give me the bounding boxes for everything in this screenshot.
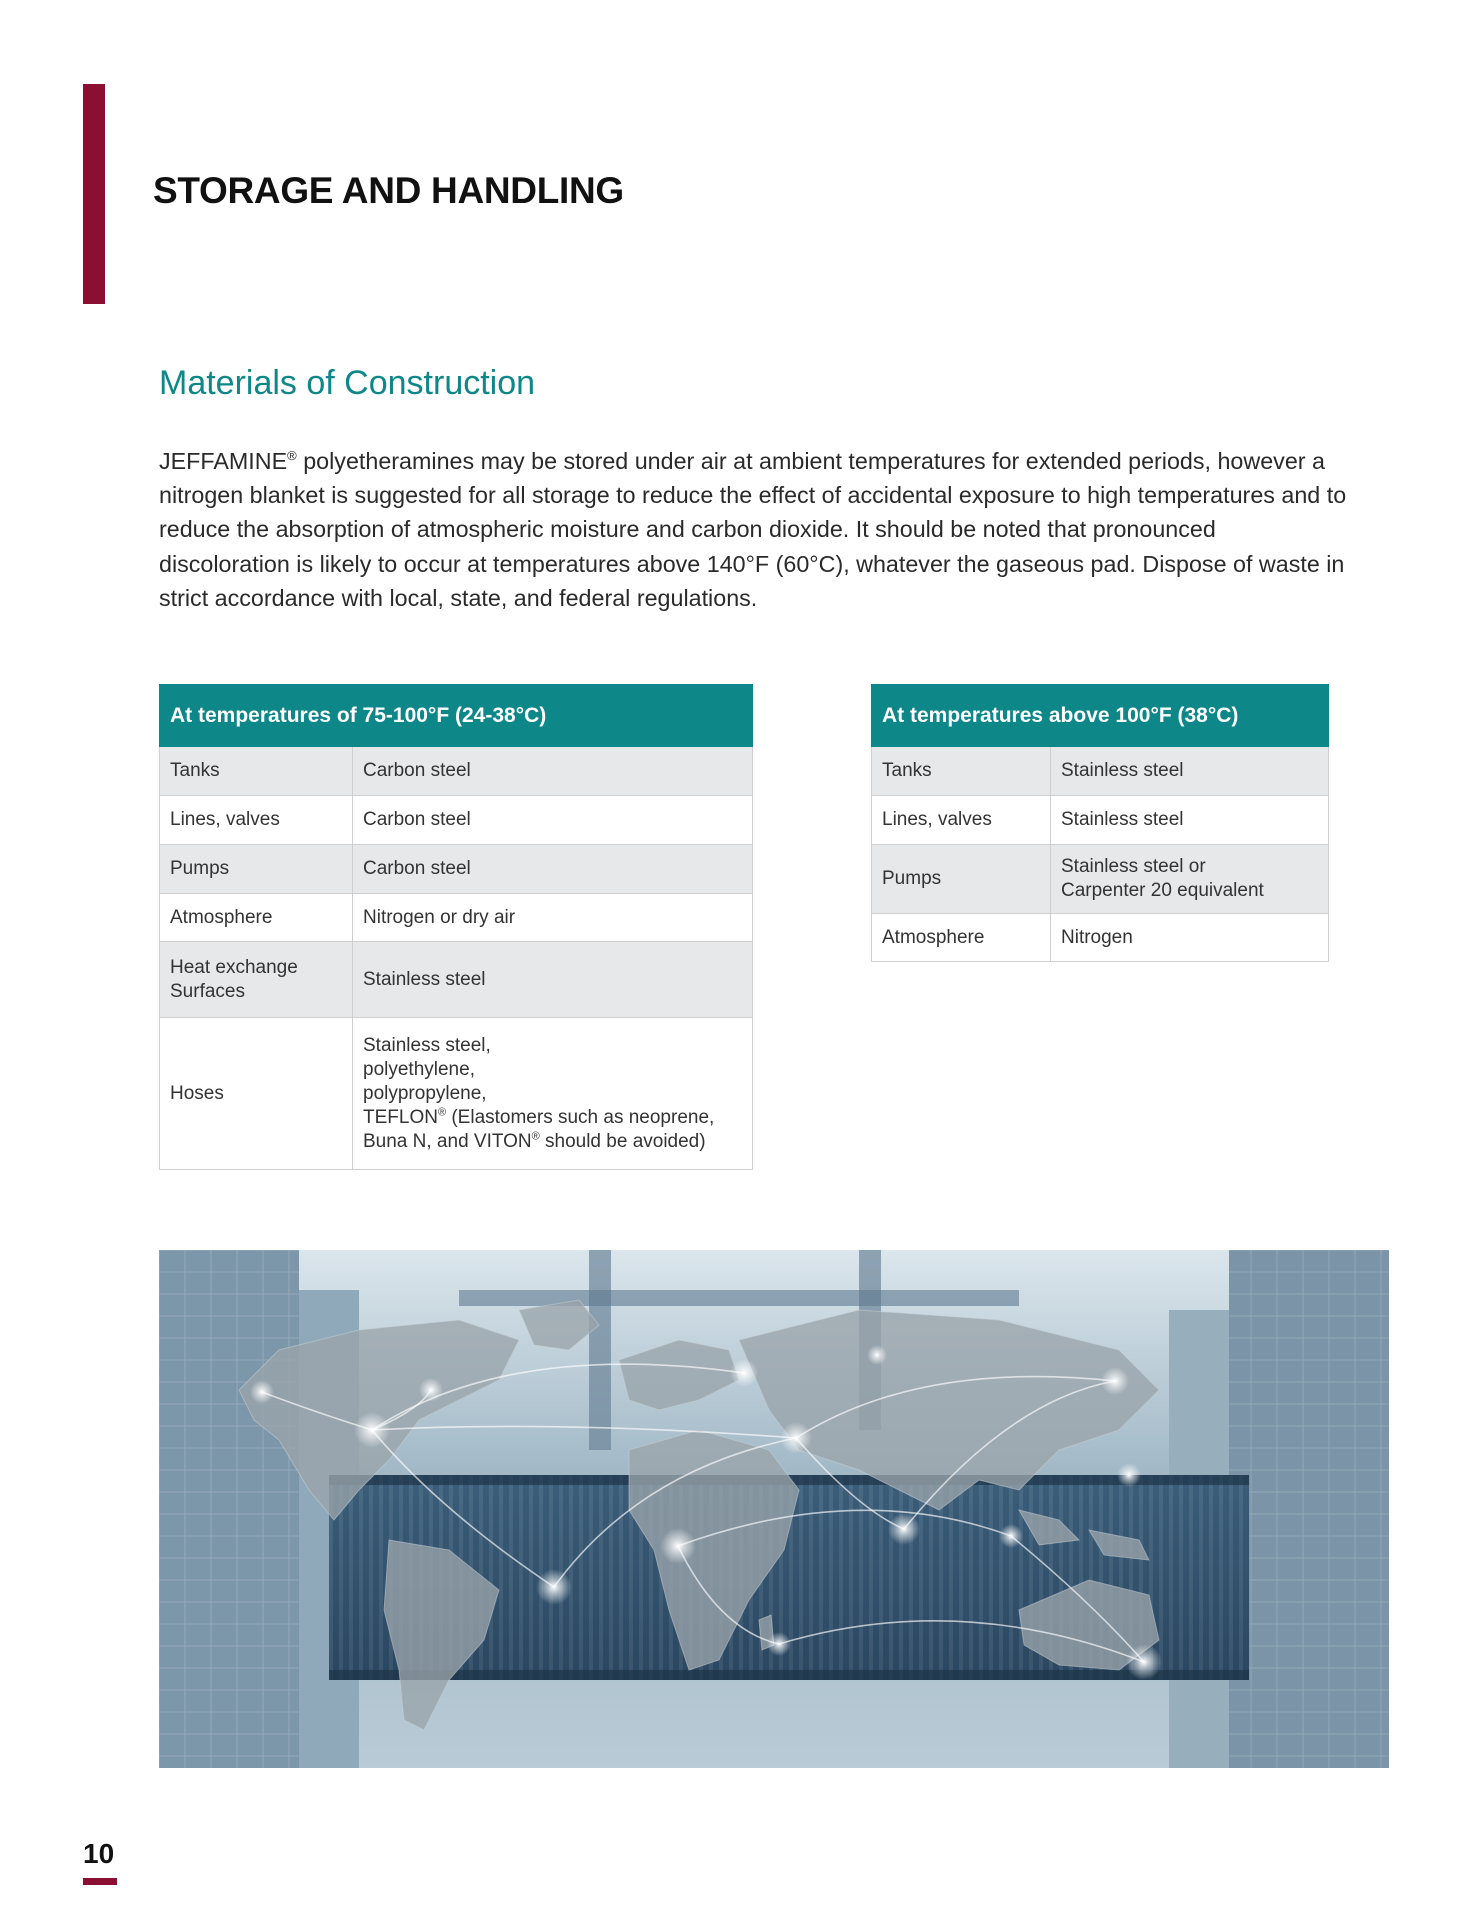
page-number-underline (83, 1878, 117, 1885)
row-material: Stainless steel (1051, 747, 1329, 796)
row-material: Nitrogen (1051, 914, 1329, 962)
materials-table-high-temp (871, 684, 1329, 962)
row-item: Tanks (160, 747, 353, 796)
page-title: STORAGE AND HANDLING (153, 170, 624, 211)
row-material: Carbon steel (353, 845, 753, 894)
material-line: should be avoided) (539, 1130, 706, 1152)
row-item: Atmosphere (160, 894, 353, 942)
row-material: Stainless steel (1051, 796, 1329, 845)
row-material: Nitrogen or dry air (353, 894, 753, 942)
table-header: At temperatures of 75-100°F (24-38°C) (160, 685, 753, 747)
page-number: 10 (83, 1838, 115, 1869)
table-row (872, 845, 1329, 914)
table-row (160, 747, 753, 796)
row-item: Tanks (872, 747, 1051, 796)
registered-mark: ® (437, 1106, 447, 1119)
table-row (160, 942, 753, 1018)
row-material (353, 1018, 753, 1170)
world-map-illustration (159, 1250, 1389, 1768)
brand-name: JEFFAMINE (159, 448, 288, 474)
material-line: (Elastomers such as neoprene, (446, 1106, 715, 1128)
table-row (160, 796, 753, 845)
table-row (872, 914, 1329, 962)
accent-bar (83, 84, 105, 304)
row-item-line: Heat exchange (170, 956, 298, 978)
material-line: Buna N, and VITON (363, 1130, 532, 1152)
row-material: Carbon steel (353, 796, 753, 845)
registered-mark: ® (287, 448, 297, 464)
row-item-line: Surfaces (170, 980, 245, 1002)
material-line: Stainless steel or (1061, 856, 1206, 877)
registered-mark: ® (531, 1130, 540, 1143)
row-item: Atmosphere (872, 914, 1051, 962)
table-header: At temperatures above 100°F (38°C) (872, 685, 1329, 747)
row-item: Hoses (160, 1018, 353, 1170)
materials-table-low-temp (159, 684, 753, 1170)
table-row (872, 747, 1329, 796)
table-row (160, 845, 753, 894)
row-material: Stainless steel (353, 942, 753, 1018)
material-line: Stainless steel, (363, 1034, 491, 1056)
global-shipping-photo (159, 1250, 1389, 1768)
material-line: polyethylene, (363, 1058, 475, 1080)
table-row (160, 894, 753, 942)
intro-paragraph (159, 444, 1349, 615)
row-item: Pumps (160, 845, 353, 894)
material-line: polypropylene, (363, 1082, 487, 1104)
row-item: Lines, valves (160, 796, 353, 845)
row-material (1051, 845, 1329, 914)
table-row (872, 796, 1329, 845)
table-row (160, 1018, 753, 1170)
row-item: Lines, valves (872, 796, 1051, 845)
row-item: Pumps (872, 845, 1051, 914)
intro-text: polyetheramines may be stored under air at ambient temperatures for extended periods, however a nitrogen blanket is suggested for all storage to reduce the effect of accidental exposure to high temperatures and to reduce the absorption of atmospheric moisture and carbon dioxide. It should be noted that pronounced discoloration is likely to occur at temperatures above 140°F (60°C), whatever the gaseous pad. Dispose of waste in strict accordance with local, state, and federal regulations. (159, 448, 1347, 611)
row-item (160, 942, 353, 1018)
material-line: Carpenter 20 equivalent (1061, 880, 1264, 901)
row-material: Carbon steel (353, 747, 753, 796)
section-subtitle: Materials of Construction (159, 364, 536, 402)
material-line: TEFLON (363, 1106, 438, 1128)
